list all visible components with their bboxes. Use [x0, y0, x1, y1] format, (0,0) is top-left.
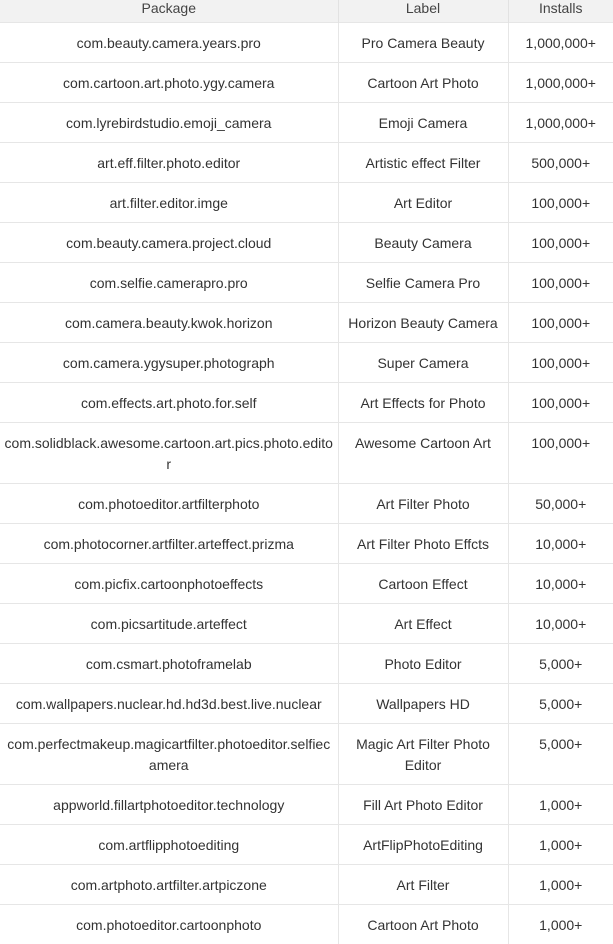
- cell-package: com.photoeditor.cartoonphoto: [0, 905, 338, 944]
- table-row: [0, 423, 613, 484]
- cell-package: com.solidblack.awesome.cartoon.art.pics.photo.editor: [0, 423, 338, 484]
- cell-installs: 1,000+: [508, 865, 613, 905]
- table-row: [0, 223, 613, 263]
- cell-installs: 1,000,000+: [508, 63, 613, 103]
- cell-label: Horizon Beauty Camera: [338, 303, 508, 343]
- cell-package: com.selfie.camerapro.pro: [0, 263, 338, 303]
- cell-installs: 100,000+: [508, 383, 613, 423]
- table-row: [0, 303, 613, 343]
- cell-label: Awesome Cartoon Art: [338, 423, 508, 484]
- cell-package: com.photoeditor.artfilterphoto: [0, 484, 338, 524]
- cell-package: com.csmart.photoframelab: [0, 644, 338, 684]
- cell-label: Beauty Camera: [338, 223, 508, 263]
- cell-package: com.effects.art.photo.for.self: [0, 383, 338, 423]
- column-header-package[interactable]: Package: [0, 0, 338, 23]
- cell-installs: 1,000+: [508, 905, 613, 944]
- table-row: [0, 825, 613, 865]
- table-row: [0, 143, 613, 183]
- cell-label: Art Effect: [338, 604, 508, 644]
- cell-package: com.artphoto.artfilter.artpiczone: [0, 865, 338, 905]
- cell-label: Cartoon Art Photo: [338, 63, 508, 103]
- cell-package: com.photocorner.artfilter.arteffect.prizma: [0, 524, 338, 564]
- table-row: [0, 644, 613, 684]
- cell-label: Selfie Camera Pro: [338, 263, 508, 303]
- cell-package: com.lyrebirdstudio.emoji_camera: [0, 103, 338, 143]
- cell-package: com.cartoon.art.photo.ygy.camera: [0, 63, 338, 103]
- table-row: [0, 524, 613, 564]
- cell-package: com.camera.beauty.kwok.horizon: [0, 303, 338, 343]
- table-row: [0, 684, 613, 724]
- column-header-installs[interactable]: Installs: [508, 0, 613, 23]
- cell-installs: 50,000+: [508, 484, 613, 524]
- cell-package: com.artflipphotoediting: [0, 825, 338, 865]
- table-header: [0, 0, 613, 23]
- table-row: [0, 383, 613, 423]
- cell-installs: 500,000+: [508, 143, 613, 183]
- cell-package: appworld.fillartphotoeditor.technology: [0, 785, 338, 825]
- table-row: [0, 724, 613, 785]
- cell-package: com.picfix.cartoonphotoeffects: [0, 564, 338, 604]
- cell-installs: 10,000+: [508, 524, 613, 564]
- table-row: [0, 905, 613, 944]
- cell-installs: 100,000+: [508, 223, 613, 263]
- cell-package: com.camera.ygysuper.photograph: [0, 343, 338, 383]
- cell-installs: 5,000+: [508, 684, 613, 724]
- cell-installs: 100,000+: [508, 263, 613, 303]
- cell-label: Magic Art Filter Photo Editor: [338, 724, 508, 785]
- cell-label: Art Editor: [338, 183, 508, 223]
- cell-installs: 1,000+: [508, 785, 613, 825]
- cell-installs: 5,000+: [508, 644, 613, 684]
- table-row: [0, 23, 613, 63]
- table-row: [0, 263, 613, 303]
- cell-installs: 10,000+: [508, 564, 613, 604]
- table-row: [0, 63, 613, 103]
- table-body: [0, 23, 613, 944]
- cell-installs: 5,000+: [508, 724, 613, 785]
- table-row: [0, 564, 613, 604]
- cell-label: Art Filter: [338, 865, 508, 905]
- table-row: [0, 785, 613, 825]
- cell-label: Cartoon Effect: [338, 564, 508, 604]
- cell-package: com.picsartitude.arteffect: [0, 604, 338, 644]
- cell-installs: 1,000,000+: [508, 103, 613, 143]
- table-row: [0, 604, 613, 644]
- cell-label: Pro Camera Beauty: [338, 23, 508, 63]
- cell-label: Art Filter Photo: [338, 484, 508, 524]
- cell-installs: 100,000+: [508, 303, 613, 343]
- cell-package: art.eff.filter.photo.editor: [0, 143, 338, 183]
- cell-label: Artistic effect Filter: [338, 143, 508, 183]
- cell-label: Art Filter Photo Effcts: [338, 524, 508, 564]
- cell-package: art.filter.editor.imge: [0, 183, 338, 223]
- cell-label: Fill Art Photo Editor: [338, 785, 508, 825]
- cell-installs: 1,000+: [508, 825, 613, 865]
- cell-label: Super Camera: [338, 343, 508, 383]
- cell-package: com.wallpapers.nuclear.hd.hd3d.best.live.nuclear: [0, 684, 338, 724]
- column-header-label[interactable]: Label: [338, 0, 508, 23]
- cell-label: ArtFlipPhotoEditing: [338, 825, 508, 865]
- cell-package: com.beauty.camera.years.pro: [0, 23, 338, 63]
- cell-package: com.perfectmakeup.magicartfilter.photoeditor.selfiecamera: [0, 724, 338, 785]
- cell-label: Art Effects for Photo: [338, 383, 508, 423]
- table-row: [0, 103, 613, 143]
- cell-installs: 100,000+: [508, 343, 613, 383]
- cell-label: Photo Editor: [338, 644, 508, 684]
- cell-label: Cartoon Art Photo: [338, 905, 508, 944]
- cell-installs: 1,000,000+: [508, 23, 613, 63]
- table-row: [0, 484, 613, 524]
- cell-installs: 100,000+: [508, 183, 613, 223]
- cell-installs: 10,000+: [508, 604, 613, 644]
- table-row: [0, 343, 613, 383]
- table-row: [0, 865, 613, 905]
- cell-installs: 100,000+: [508, 423, 613, 484]
- cell-label: Emoji Camera: [338, 103, 508, 143]
- cell-package: com.beauty.camera.project.cloud: [0, 223, 338, 263]
- table-row: [0, 183, 613, 223]
- cell-label: Wallpapers HD: [338, 684, 508, 724]
